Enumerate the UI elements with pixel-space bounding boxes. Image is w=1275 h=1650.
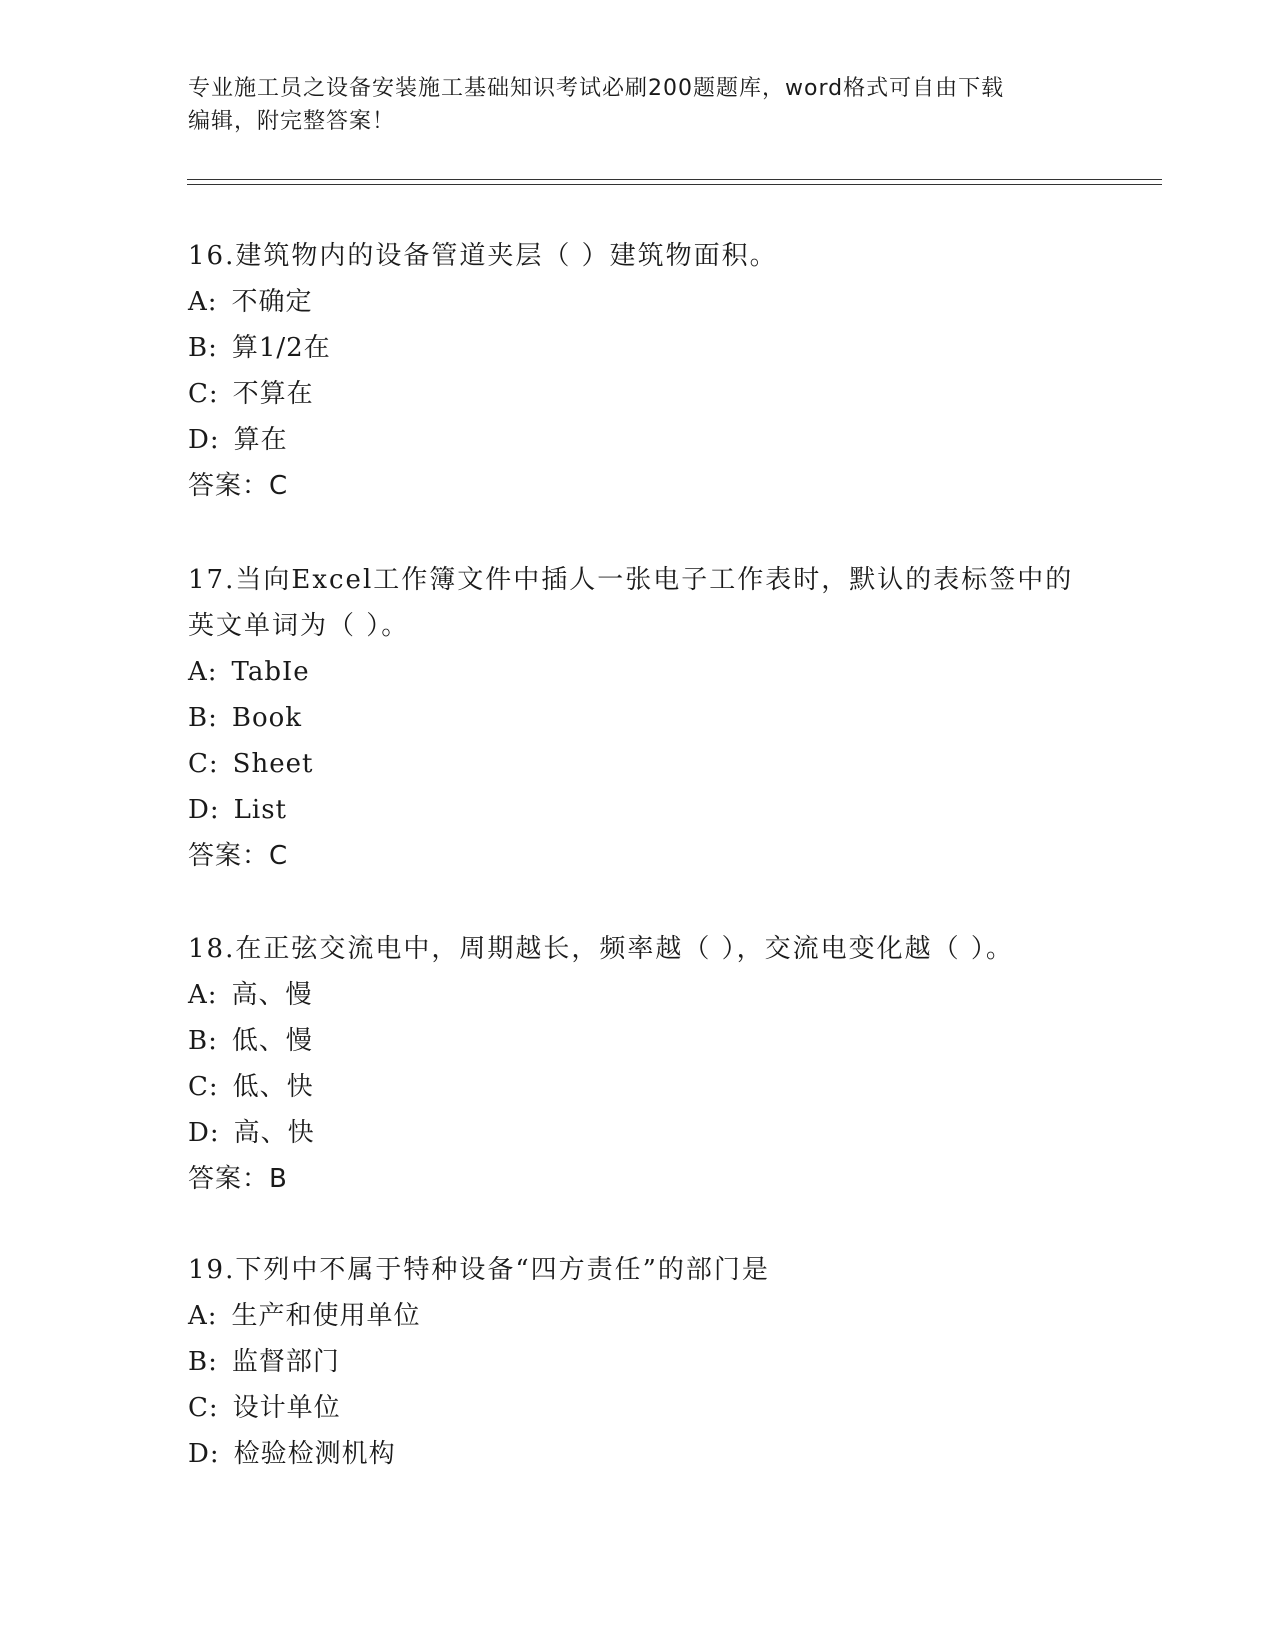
option-c xyxy=(188,1385,1088,1431)
option-d xyxy=(188,1110,1088,1156)
option-c xyxy=(188,371,1088,417)
option-text: 高、慢 xyxy=(231,980,313,1010)
option-d xyxy=(188,1431,1088,1477)
option-text: 低、快 xyxy=(232,1072,314,1102)
option-letter: A: xyxy=(188,980,218,1010)
option-text: 算在 xyxy=(233,425,288,455)
option-a xyxy=(188,1293,1088,1339)
option-letter: D: xyxy=(188,425,220,455)
header-line-2: 编辑，附完整答案！ xyxy=(188,109,396,134)
answer-line: 答案：B xyxy=(188,1164,288,1194)
option-letter: C: xyxy=(188,1072,219,1102)
option-a xyxy=(188,649,1088,695)
option-letter: A: xyxy=(188,287,218,317)
option-letter: C: xyxy=(188,1393,219,1423)
option-text: 监督部门 xyxy=(231,1347,340,1377)
answer-line: 答案：C xyxy=(188,471,289,501)
option-d xyxy=(188,417,1088,463)
option-text: 不算在 xyxy=(232,379,314,409)
option-text: Sheet xyxy=(232,749,314,779)
option-letter: C: xyxy=(188,749,219,779)
document-header xyxy=(188,72,1088,138)
option-b xyxy=(188,1339,1088,1385)
question-block xyxy=(188,233,1088,509)
option-b xyxy=(188,695,1088,741)
option-letter: A: xyxy=(188,1301,218,1331)
option-text: 低、慢 xyxy=(231,1026,313,1056)
header-line-1: 专业施工员之设备安装施工基础知识考试必刷200题题库，word格式可自由下载 xyxy=(188,76,1005,101)
question-block xyxy=(188,926,1088,1202)
option-text: Book xyxy=(231,703,303,733)
option-letter: B: xyxy=(188,703,218,733)
option-letter: D: xyxy=(188,1118,220,1148)
option-text: TabIe xyxy=(231,657,310,687)
option-letter: B: xyxy=(188,333,218,363)
header-divider-top xyxy=(187,179,1162,180)
question-text: 18.在正弦交流电中，周期越长，频率越（ ），交流电变化越（ ）。 xyxy=(188,934,1014,964)
question-block xyxy=(188,557,1088,879)
option-a xyxy=(188,279,1088,325)
option-c xyxy=(188,1064,1088,1110)
option-text: 算1/2在 xyxy=(231,333,331,363)
option-letter: B: xyxy=(188,1026,218,1056)
question-text: 19.下列中不属于特种设备“四方责任”的部门是 xyxy=(188,1255,770,1285)
option-b xyxy=(188,325,1088,371)
option-letter: B: xyxy=(188,1347,218,1377)
option-text: List xyxy=(233,795,287,825)
option-text: 不确定 xyxy=(231,287,313,317)
option-text: 高、快 xyxy=(233,1118,315,1148)
question-text: 16.建筑物内的设备管道夹层（ ）建筑物面积。 xyxy=(188,241,778,271)
answer-line: 答案：C xyxy=(188,841,289,871)
option-letter: A: xyxy=(188,657,218,687)
question-block xyxy=(188,1247,1088,1477)
option-letter: C: xyxy=(188,379,219,409)
option-b xyxy=(188,1018,1088,1064)
option-c xyxy=(188,741,1088,787)
option-letter: D: xyxy=(188,1439,220,1469)
option-a xyxy=(188,972,1088,1018)
option-text: 设计单位 xyxy=(232,1393,341,1423)
question-text: 17.当向Excel工作簿文件中插人一张电子工作表时，默认的表标签中的英文单词为（ ）。 xyxy=(188,565,1074,641)
header-divider-bottom xyxy=(187,184,1162,185)
option-letter: D: xyxy=(188,795,220,825)
option-text: 检验检测机构 xyxy=(233,1439,396,1469)
option-text: 生产和使用单位 xyxy=(231,1301,421,1331)
option-d xyxy=(188,787,1088,833)
